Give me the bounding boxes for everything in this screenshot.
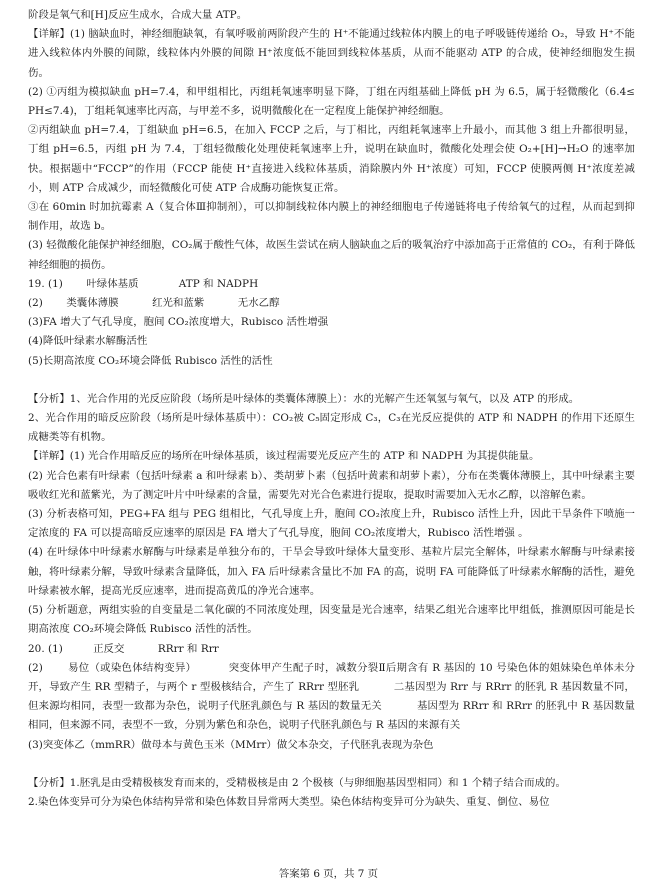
answer-19-5: (5)长期高浓度 CO₂环境会降低 Rubisco 活性的活性 [28,354,273,367]
answer-19-2: (2) 类囊体薄膜 红光和蓝紫 无水乙醇 [28,297,280,310]
detail-19-5: (5) 分析题意，两组实验的自变量是二氧化碳的不同浓度处理，因变量是光合速率，结果乙组光合速率比甲组低，推测原因可能是长期高浓度 CO₂环境会降低 Rubisco 活性的活性。 [28,604,635,636]
answer-19-3: (3)FA 增大了气孔导度，胞间 CO₂浓度增大，Rubisco 活性增强 [28,316,329,329]
answer-20-2: (2) 易位（或染色体结构变异） 突变体甲产生配子时，减数分裂Ⅱ后期含有 R 基因的 10 号染色体的姐妹染色单体未分开，导致产生 RR 型精子，与两个 r 型极核结合，产生了 RRrr 型胚乳 二基因型为 Rrr 与 RRrr 的胚乳 R 基因数量不同，但来源均相同，表型一致都为杂色，说明子代胚乳颜色与 R 基因的数量无关 基因型为 RRrr 和 RRrr 的胚乳中 R 基因数量相同，但来源不同，表型不一致，分别为紫色和杂色，说明子代胚乳颜色与 R 基因的来源有关 [28,661,635,732]
paragraph-detail-3: (3) 轻微酸化能保护神经细胞，CO₂属于酸性气体，故医生尝试在病人脑缺血之后的吸氧治疗中添加高于正常值的 CO₂，有利于降低神经细胞的损伤。 [28,239,635,271]
answer-19-4: (4)降低叶绿素水解酶活性 [28,335,148,348]
paragraph-gap [28,755,635,774]
detail-19-1: 【详解】(1) 光合作用暗反应的场所在叶绿体基质，该过程需要光反应产生的 ATP 和 NADPH 为其提供能量。 [28,450,540,463]
answer-19-1: 19. (1) 叶绿体基质 ATP 和 NADPH [28,277,259,290]
paragraph-detail-2c: ③在 60min 时加抗霉素 A（复合体Ⅲ抑制剂），可以抑制线粒体内膜上的神经细胞电子传递链将电子传给氧气的过程，从而起到抑制作用，故选 b。 [28,201,635,233]
paragraph-detail-2a: (2) ①丙组为模拟缺血 pH=7.4，和甲组相比，丙组耗氧速率明显下降，丁组在丙组基础上降低 pH 为 6.5，属于轻微酸化（6.4≤PH≤7.4)，丁组耗氧速率比丙高，与甲差不多，说明微酸化在一定程度上能保护神经细胞。 [28,85,635,118]
paragraph-detail-2b: ②丙组缺血 pH=7.4，丁组缺血 pH=6.5，在加入 FCCP 之后，与丁相比，丙组耗氧速率上升最小，而其他 3 组上升都很明显，丁组 pH=6.5，丙组 pH 为 7.4，丁组轻微酸化处理使耗氧速率上升，说明在缺血时，微酸化处理会使 O₂+[H]→H₂O 的速率加快。根据题中“FCCP”的作用（FCCP 能使 H⁺直接进入线粒体基质，消除膜内外 H⁺浓度）可知，FCCP 使膜两侧 H⁺浓度差减小，则 ATP 合成减少，而轻微酸化可使 ATP 合成酶功能恢复正常。 [28,124,635,194]
paragraph-detail-1: 【详解】(1) 脑缺血时，神经细胞缺氧，有氧呼吸前两阶段产生的 H⁺不能通过线粒体内膜上的电子呼吸链传递给 O₂，导致 H⁺不能进入线粒体内外膜的间隙，线粒体内外膜的间隙 H⁺浓度低不能回到线粒体基质，从而不能驱动 ATP 的合成，使神经细胞发生损伤。 [28,28,635,79]
answer-20-3: (3)突变体乙（mmRR）做母本与黄色玉米（MMrr）做父本杂交，子代胚乳表现为杂色 [28,738,434,751]
paragraph-stage-continuation: 阶段是氧气和[H]反应生成水，合成大量 ATP。 [28,9,248,21]
detail-19-4: (4) 在叶绿体中叶绿素水解酶与叶绿素是单独分布的，干旱会导致叶绿体大量变形、基粒片层完全解体，叶绿素水解酶与叶绿素接触，将叶绿素分解，导致叶绿素含量降低，加入 FA 后叶绿素含量比不加 FA 的高，说明 FA 可能降低了叶绿素水解酶的活性，避免叶绿素被水解，提高光反应速率，进而提高黄瓜的净光合速率。 [28,546,635,597]
analysis-20-2: 2.染色体变异可分为染色体结构异常和染色体数目异常两大类型。染色体结构变异可分为缺失、重复、倒位、易位 [28,795,550,808]
analysis-19-1: 【分析】1、光合作用的光反应阶段（场所是叶绿体的类囊体薄膜上）：水的光解产生还氧氢与氧气，以及 ATP 的形成。 [28,392,580,405]
page-footer: 答案第 6 页，共 7 页 [278,868,379,880]
detail-19-2: (2) 光合色素有叶绿素（包括叶绿素 a 和叶绿素 b）、类胡萝卜素（包括叶黄素和胡萝卜素），分布在类囊体薄膜上，其中叶绿素主要吸收红光和蓝紫光，为了测定叶片中叶绿素的含量，需要先对光合色素进行提取，提取时需要加入无水乙醇，以溶解色素。 [28,469,635,501]
analysis-19-2: 2、光合作用的暗反应阶段（场所是叶绿体基质中）：CO₂被 C₅固定形成 C₃，C₃在光反应提供的 ATP 和 NADPH 的作用下还原生成糖类等有机物。 [28,412,635,444]
analysis-20-1: 【分析】1.胚乳是由受精极核发育而来的，受精极核是由 2 个极核（与卵细胞基因型相同）和 1 个精子结合而成的。 [28,776,566,789]
paragraph-gap [28,371,635,390]
detail-19-3: (3) 分析表格可知，PEG+FA 组与 PEG 组相比，气孔导度上升，胞间 CO₂浓度上升，Rubisco 活性上升，因此干旱条件下喷施一定浓度的 FA 可以提高暗反应速率的原因是 FA 增大了气孔导度，胞间 CO₂浓度增大，Rubisco 活性增强 。 [28,508,635,540]
answer-20-1: 20. (1) 正反交 RRrr 和 Rrr [28,642,219,655]
